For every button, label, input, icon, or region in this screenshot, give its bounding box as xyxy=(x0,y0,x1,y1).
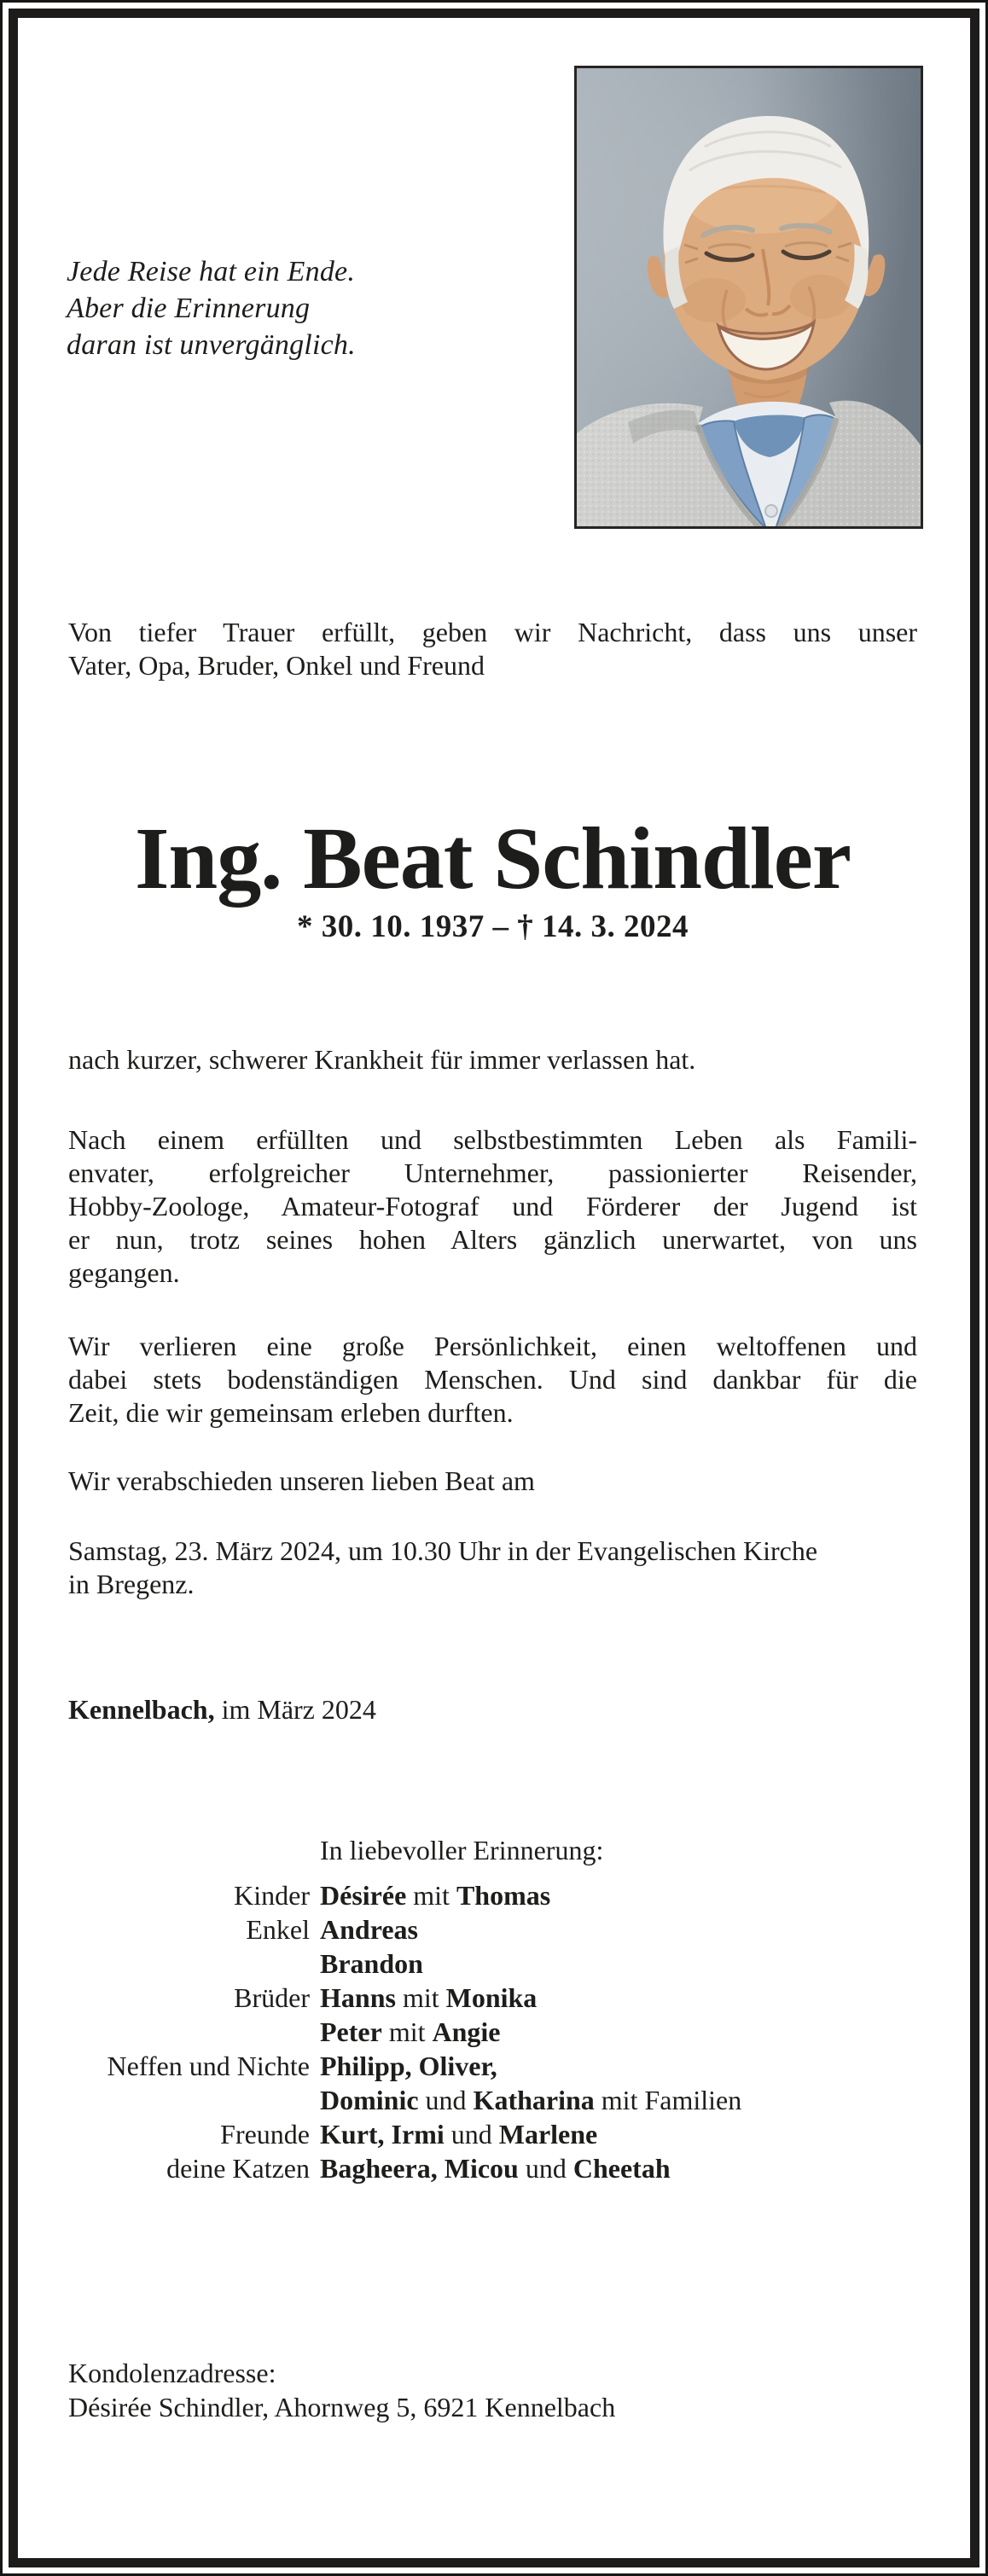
text-line: Wir verlieren eine große Persönlichkeit, einen weltoffenen und xyxy=(68,1331,917,1361)
memory-paragraph xyxy=(68,1330,917,1430)
text-line: Vater, Opa, Bruder, Onkel und Freund xyxy=(68,650,485,681)
remembrance-row xyxy=(68,2151,921,2185)
text-line: Jede Reise hat ein Ende. xyxy=(67,256,356,287)
person-name: Hanns xyxy=(320,1982,396,2013)
text-line: Zeit, die wir gemeinsam erleben durften. xyxy=(68,1397,514,1428)
remembrance-title: In liebevoller Erinnerung: xyxy=(320,1835,604,1865)
person-name: Kurt, Irmi xyxy=(320,2119,445,2150)
text-line: in Bregenz. xyxy=(68,1569,195,1599)
remembrance-names xyxy=(320,2151,921,2185)
connector-text: und xyxy=(418,2085,474,2115)
opening-quote xyxy=(67,253,561,363)
text-line: dabei stets bodenständigen Menschen. Und sind dankbar für die xyxy=(68,1364,917,1395)
remembrance-label: Kinder xyxy=(234,1880,310,1911)
person-name: Bagheera, Micou xyxy=(320,2153,519,2184)
person-name: Dominic xyxy=(320,2085,419,2115)
text-line: Von tiefer Trauer erfüllt, geben wir Nachricht, dass uns unser xyxy=(68,617,917,647)
text-line: nach kurzer, schwerer Krankheit für immer verlassen hat. xyxy=(68,1044,696,1075)
remembrance-label xyxy=(68,2015,310,2049)
obituary-content xyxy=(18,18,970,2558)
person-name: Thomas xyxy=(456,1880,551,1911)
person-name: Angie xyxy=(432,2016,501,2047)
remembrance-label: Neffen und Nichte xyxy=(107,2051,310,2081)
condolence-block xyxy=(68,2356,615,2424)
condolence-address: Désirée Schindler, Ahornweg 5, 6921 Kennelbach xyxy=(68,2392,616,2422)
remembrance-names xyxy=(320,2015,921,2049)
portrait-photo-image xyxy=(577,68,921,526)
remembrance-names xyxy=(320,1947,921,1981)
connector-text: und xyxy=(518,2153,573,2184)
deceased-name-block xyxy=(68,809,917,945)
text-line: gegangen. xyxy=(68,1257,180,1288)
remembrance-label: deine Katzen xyxy=(166,2153,310,2184)
remembrance-list xyxy=(68,1878,921,2185)
person-name: Monika xyxy=(445,1982,538,2013)
remembrance-names xyxy=(320,1912,921,1947)
text-line: envater, erfolgreicher Unternehmer, passionierter Reisender, xyxy=(68,1157,917,1188)
text-line: Wir verabschieden unseren lieben Beat am xyxy=(68,1465,535,1496)
remembrance-names xyxy=(320,2049,921,2083)
text-line: er nun, trotz seines hohen Alters gänzlich unerwartet, von uns xyxy=(68,1224,917,1255)
person-name: Andreas xyxy=(320,1914,418,1945)
person-name: Marlene xyxy=(498,2119,598,2150)
remembrance-row xyxy=(68,1912,921,1947)
connector-text: mit xyxy=(395,1982,446,2013)
place-and-date xyxy=(68,1693,376,1726)
remembrance-label xyxy=(68,1947,310,1981)
remembrance-names xyxy=(320,2117,921,2151)
remembrance-names xyxy=(320,1981,921,2015)
portrait-photo xyxy=(574,66,923,529)
connector-text: und xyxy=(444,2119,499,2150)
person-name: Désirée xyxy=(320,1880,407,1911)
person-name: Cheetah xyxy=(572,2153,671,2184)
deceased-name: Ing. Beat Schindler xyxy=(134,809,851,908)
remembrance-names xyxy=(320,1878,921,1912)
connector-text: mit xyxy=(381,2016,433,2047)
life-dates: * 30. 10. 1937 – † 14. 3. 2024 xyxy=(297,909,689,944)
life-paragraph xyxy=(68,1123,917,1290)
remembrance-row xyxy=(68,2015,921,2049)
remembrance-label: Brüder xyxy=(234,1982,310,2013)
remembrance-row xyxy=(68,1947,921,1981)
place-name: Kennelbach, xyxy=(68,1694,215,1725)
text-line: Samstag, 23. März 2024, um 10.30 Uhr in der Evangelischen Kirche xyxy=(68,1535,818,1566)
remembrance-row xyxy=(68,2117,921,2151)
notice-date: im März 2024 xyxy=(214,1694,376,1725)
remembrance-row xyxy=(68,1878,921,1912)
person-name: Katharina xyxy=(473,2085,595,2115)
person-name: Brandon xyxy=(320,1948,423,1979)
remembrance-row xyxy=(68,2083,921,2117)
service-info xyxy=(68,1535,917,1601)
text-line: daran ist unvergänglich. xyxy=(67,329,356,361)
obituary-frame xyxy=(9,9,979,2567)
text-line: Hobby-Zoologe, Amateur-Fotograf und Förderer der Jugend ist xyxy=(68,1191,917,1221)
condolence-title: Kondolenzadresse: xyxy=(68,2358,276,2388)
text-line: Aber die Erinnerung xyxy=(67,293,311,324)
intro-paragraph xyxy=(68,616,917,682)
farewell-line xyxy=(68,1465,917,1498)
person-name: Philipp, Oliver, xyxy=(320,2051,497,2081)
remembrance-names xyxy=(320,2083,921,2117)
person-name: Peter xyxy=(320,2016,382,2047)
connector-text: mit Familien xyxy=(594,2085,742,2115)
connector-text: mit xyxy=(406,1880,456,1911)
remembrance-row xyxy=(68,1981,921,2015)
remembrance-label xyxy=(68,2083,310,2117)
remembrance-label: Freunde xyxy=(220,2119,310,2150)
remembrance-row xyxy=(68,2049,921,2083)
death-cause-line xyxy=(68,1043,917,1076)
text-line: Nach einem erfüllten und selbstbestimmten Leben als Famili- xyxy=(68,1124,917,1155)
remembrance-label: Enkel xyxy=(246,1914,310,1945)
